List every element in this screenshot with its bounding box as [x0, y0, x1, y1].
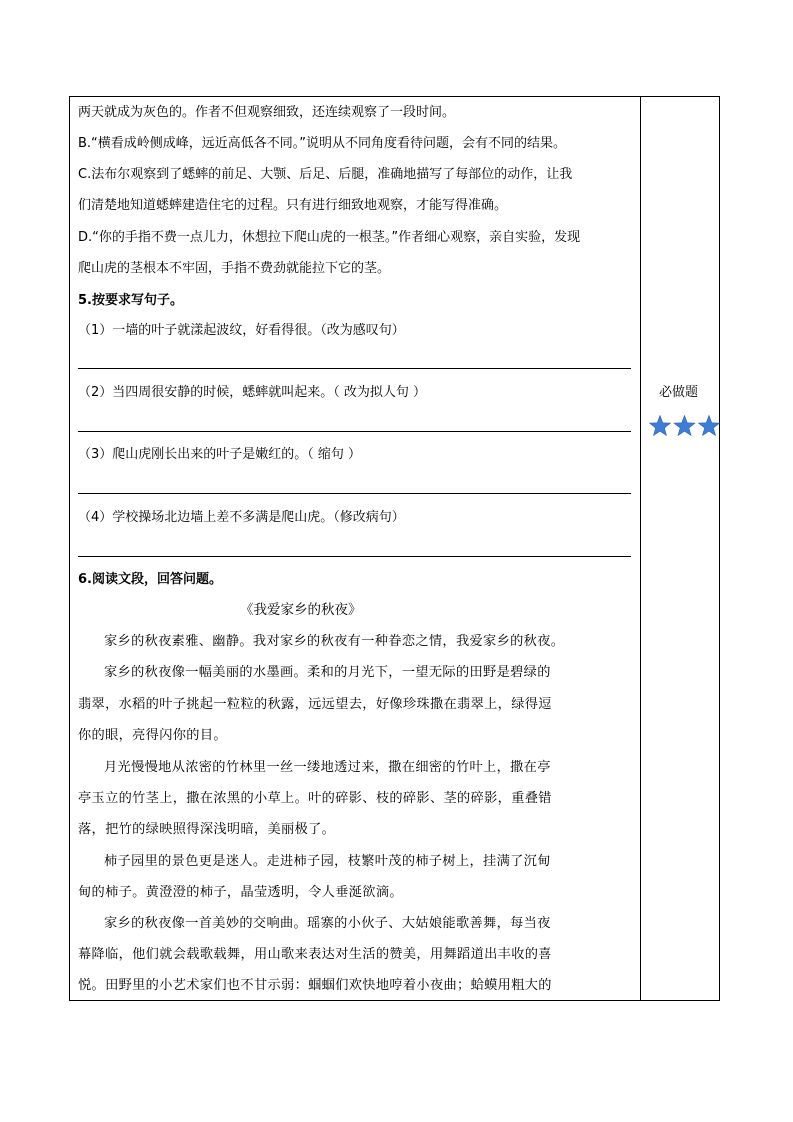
passage-line: 甸的柿子。黄澄澄的柿子，晶莹透明，令人垂涎欲滴。	[78, 885, 403, 900]
passage-line: 落，把竹的绿映照得深浅明暗，美丽极了。	[78, 822, 336, 837]
option-b: B.“横看成岭侧成峰，远近高低各不同。”说明从不同角度看待问题，会有不同的结果。	[78, 136, 567, 151]
passage-line: 家乡的秋夜像一首美妙的交响曲。瑶寨的小伙子、大姑娘能歌善舞，每当夜	[104, 916, 551, 931]
q5-item-4: （4）学校操场北边墙上差不多满是爬山虎。（修改病句）	[78, 510, 405, 525]
option-d: D.“你的手指不费一点儿力，休想拉下爬山虎的一根茎。”作者细心观察，亲自实验，发现	[78, 230, 581, 245]
star-icon	[674, 416, 695, 436]
text-line: 爬山虎的茎根本不牢固，手指不费劲就能拉下它的茎。	[78, 261, 391, 276]
q5-item-3: （3）爬山虎刚长出来的叶子是嫩红的。（ 缩句 ）	[78, 447, 362, 462]
star-icon	[699, 416, 720, 436]
answer-line-2[interactable]	[78, 431, 631, 432]
text-line: 两天就成为灰色的。作者不但观察细致，还连续观察了一段时间。	[78, 105, 456, 120]
passage-line: 幕降临，他们就会载歌载舞，用山歌来表达对生活的赞美，用舞蹈道出丰收的喜	[78, 947, 552, 962]
passage-line: 月光慢慢地从浓密的竹林里一丝一缕地透过来，撒在细密的竹叶上，撒在亭	[104, 760, 551, 775]
passage-line: 悦。田野里的小艺术家们也不甘示弱：蝈蝈们欢快地哼着小夜曲；蛤蟆用粗大的	[78, 978, 552, 993]
q6-heading: 6.阅读文段，回答问题。	[78, 572, 222, 587]
q5-item-1: （1）一墙的叶子就漾起波纹，好看得很。（改为感叹句）	[78, 323, 405, 338]
option-c: C.法布尔观察到了蟋蟀的前足、大颚、后足、后腿，准确地描写了每部位的动作，让我	[78, 167, 573, 182]
q5-heading: 5.按要求写句子。	[78, 293, 183, 308]
answer-line-4[interactable]	[78, 556, 631, 557]
passage-title: 《我爱家乡的秋夜》	[240, 602, 362, 618]
passage-line: 翡翠，水稻的叶子挑起一粒粒的秋露，远远望去，好像珍珠撒在翡翠上，绿得逗	[78, 697, 552, 712]
passage-line: 家乡的秋夜像一幅美丽的水墨画。柔和的月光下，一望无际的田野是碧绿的	[104, 665, 551, 680]
passage-line: 柿子园里的景色更是迷人。走进柿子园，枝繁叶茂的柿子树上，挂满了沉甸	[104, 854, 551, 869]
star-rating-icon	[648, 414, 723, 438]
difficulty-stars	[648, 414, 723, 438]
answer-line-3[interactable]	[78, 493, 631, 494]
passage-line: 家乡的秋夜素雅、幽静。我对家乡的秋夜有一种眷恋之情，我爱家乡的秋夜。	[104, 634, 565, 649]
text-line: 们清楚地知道蟋蟀建造住宅的过程。只有进行细致地观察，才能写得准确。	[78, 198, 508, 213]
answer-line-1[interactable]	[78, 368, 631, 369]
column-divider	[640, 96, 641, 1001]
required-label: 必做题	[659, 385, 699, 400]
star-icon	[650, 416, 671, 436]
passage-line: 你的眼，亮得闪你的目。	[78, 728, 227, 743]
q5-item-2: （2）当四周很安静的时候，蟋蟀就叫起来。（ 改为拟人句 ）	[78, 385, 427, 400]
passage-line: 亭玉立的竹茎上，撒在浓黑的小草上。叶的碎影、枝的碎影、茎的碎影，重叠错	[78, 791, 552, 806]
